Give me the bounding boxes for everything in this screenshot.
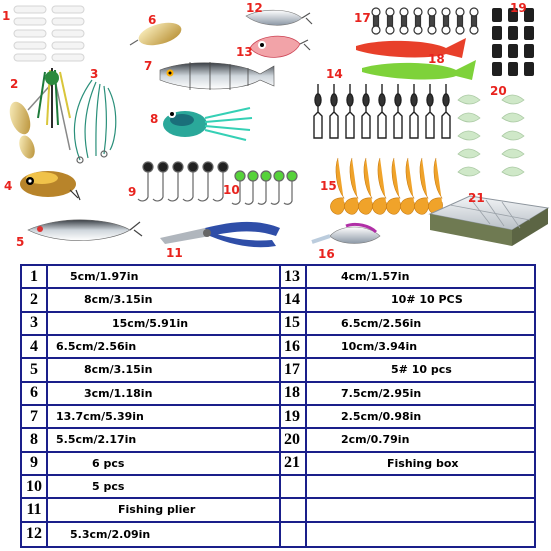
spec-item-value: 5cm/1.97in bbox=[70, 270, 139, 284]
label-3: 3 bbox=[90, 67, 99, 81]
label-7: 7 bbox=[144, 59, 153, 73]
spec-item-number: 8 bbox=[22, 429, 48, 450]
label-19: 19 bbox=[510, 1, 527, 15]
black-bristle-baits bbox=[492, 8, 534, 76]
spec-item-number: 17 bbox=[279, 359, 307, 380]
spec-item-number: 18 bbox=[279, 383, 307, 404]
spec-row bbox=[279, 523, 534, 546]
label-18: 18 bbox=[428, 52, 445, 66]
spec-row bbox=[279, 406, 534, 429]
spec-row bbox=[279, 266, 534, 289]
spec-row bbox=[22, 429, 279, 452]
label-21: 21 bbox=[468, 191, 485, 205]
spec-row bbox=[279, 359, 534, 382]
spec-item-value: 5 pcs bbox=[92, 480, 125, 494]
spec-item-value: 8cm/3.15in bbox=[84, 293, 153, 307]
spec-column-right bbox=[279, 266, 534, 546]
jig-heads-black bbox=[138, 162, 228, 201]
spec-item-value: 10# 10 PCS bbox=[391, 293, 463, 307]
label-5: 5 bbox=[16, 235, 25, 249]
fishing-plier bbox=[160, 222, 280, 247]
label-17: 17 bbox=[354, 11, 371, 25]
spec-row bbox=[22, 336, 279, 359]
spec-row bbox=[279, 336, 534, 359]
spec-item-number: 7 bbox=[22, 406, 48, 427]
tackle-box bbox=[430, 196, 548, 246]
spec-item-number: 3 bbox=[22, 313, 48, 334]
label-9: 9 bbox=[128, 185, 137, 199]
spec-item-number bbox=[279, 523, 307, 546]
label-20: 20 bbox=[490, 84, 507, 98]
spec-row bbox=[22, 313, 279, 336]
spec-item-number: 11 bbox=[22, 499, 48, 520]
spec-item-value: 10cm/3.94in bbox=[341, 340, 418, 354]
spec-item-value: 8cm/3.15in bbox=[84, 363, 153, 377]
spec-item-value: 5.5cm/2.17in bbox=[56, 433, 137, 447]
spec-row bbox=[22, 359, 279, 382]
spec-item-value: Fishing box bbox=[387, 456, 459, 470]
grub-worms bbox=[330, 158, 442, 214]
popper-lure bbox=[20, 171, 80, 200]
label-12: 12 bbox=[246, 1, 263, 15]
spec-row bbox=[22, 266, 279, 289]
barrel-swivels bbox=[372, 8, 478, 34]
spec-item-value: 5# 10 pcs bbox=[391, 363, 452, 377]
spec-item-value: 4cm/1.57in bbox=[341, 270, 410, 284]
spec-item-value: 6 pcs bbox=[92, 456, 125, 470]
spec-item-number bbox=[279, 476, 307, 497]
spec-row bbox=[22, 523, 279, 546]
spec-row bbox=[22, 453, 279, 476]
spec-item-number bbox=[279, 499, 307, 520]
wire-leaders bbox=[74, 80, 115, 163]
spec-item-number: 6 bbox=[22, 383, 48, 404]
spec-item-number: 19 bbox=[279, 406, 307, 427]
spec-item-value: Fishing plier bbox=[118, 503, 196, 517]
spec-item-number: 13 bbox=[279, 266, 307, 287]
jointed-swimbait bbox=[160, 62, 274, 90]
spec-item-number: 21 bbox=[279, 453, 307, 474]
product-photo bbox=[0, 0, 551, 262]
spec-item-value: 2.5cm/0.98in bbox=[341, 410, 422, 424]
spec-table bbox=[20, 264, 536, 548]
glow-grubs bbox=[458, 95, 524, 176]
label-13: 13 bbox=[236, 45, 253, 59]
spec-item-number: 10 bbox=[22, 476, 48, 497]
pink-crank-lure bbox=[250, 36, 310, 57]
spec-row bbox=[22, 289, 279, 312]
spec-item-value: 15cm/5.91in bbox=[112, 316, 189, 330]
spec-row bbox=[22, 383, 279, 406]
label-11: 11 bbox=[166, 246, 183, 260]
soft-worm-lures bbox=[14, 6, 84, 61]
label-8: 8 bbox=[150, 112, 159, 126]
minnow-lure bbox=[28, 220, 142, 241]
spec-item-value: 2cm/0.79in bbox=[341, 433, 410, 447]
spec-row bbox=[279, 383, 534, 406]
spec-item-number: 2 bbox=[22, 289, 48, 310]
spoon-lure bbox=[130, 19, 184, 50]
spec-item-number: 5 bbox=[22, 359, 48, 380]
spec-item-value: 6.5cm/2.56in bbox=[56, 340, 137, 354]
label-4: 4 bbox=[4, 179, 13, 193]
spec-row bbox=[279, 313, 534, 336]
spec-item-number: 20 bbox=[279, 429, 307, 450]
spec-item-value: 3cm/1.18in bbox=[84, 386, 153, 400]
spec-item-value: 6.5cm/2.56in bbox=[341, 316, 422, 330]
paddle-tail-shads bbox=[356, 38, 476, 80]
label-10: 10 bbox=[223, 183, 240, 197]
label-2: 2 bbox=[10, 77, 19, 91]
spec-row bbox=[22, 406, 279, 429]
label-6: 6 bbox=[148, 13, 157, 27]
snap-swivels-large bbox=[314, 84, 450, 138]
label-16: 16 bbox=[318, 247, 335, 261]
spec-row bbox=[279, 499, 534, 522]
frog-lure bbox=[163, 108, 252, 140]
spec-row bbox=[279, 476, 534, 499]
spec-row bbox=[279, 429, 534, 452]
small-crank-lure bbox=[312, 224, 380, 243]
spec-item-number: 15 bbox=[279, 313, 307, 334]
label-15: 15 bbox=[320, 179, 337, 193]
spec-item-number: 12 bbox=[22, 523, 48, 546]
label-1: 1 bbox=[2, 9, 11, 23]
spec-item-value: 5.3cm/2.09in bbox=[70, 527, 151, 541]
spec-item-number: 16 bbox=[279, 336, 307, 357]
spec-row bbox=[22, 499, 279, 522]
spec-item-number: 4 bbox=[22, 336, 48, 357]
spec-column-left bbox=[22, 266, 281, 546]
spec-row bbox=[279, 453, 534, 476]
spec-item-number: 14 bbox=[279, 289, 307, 310]
spec-item-number: 9 bbox=[22, 453, 48, 474]
spec-item-value: 7.5cm/2.95in bbox=[341, 386, 422, 400]
spec-item-value: 13.7cm/5.39in bbox=[56, 410, 144, 424]
spec-row bbox=[279, 289, 534, 312]
spec-item-number: 1 bbox=[22, 266, 48, 287]
spec-row bbox=[22, 476, 279, 499]
label-14: 14 bbox=[326, 67, 343, 81]
jig-heads-green bbox=[232, 171, 297, 204]
